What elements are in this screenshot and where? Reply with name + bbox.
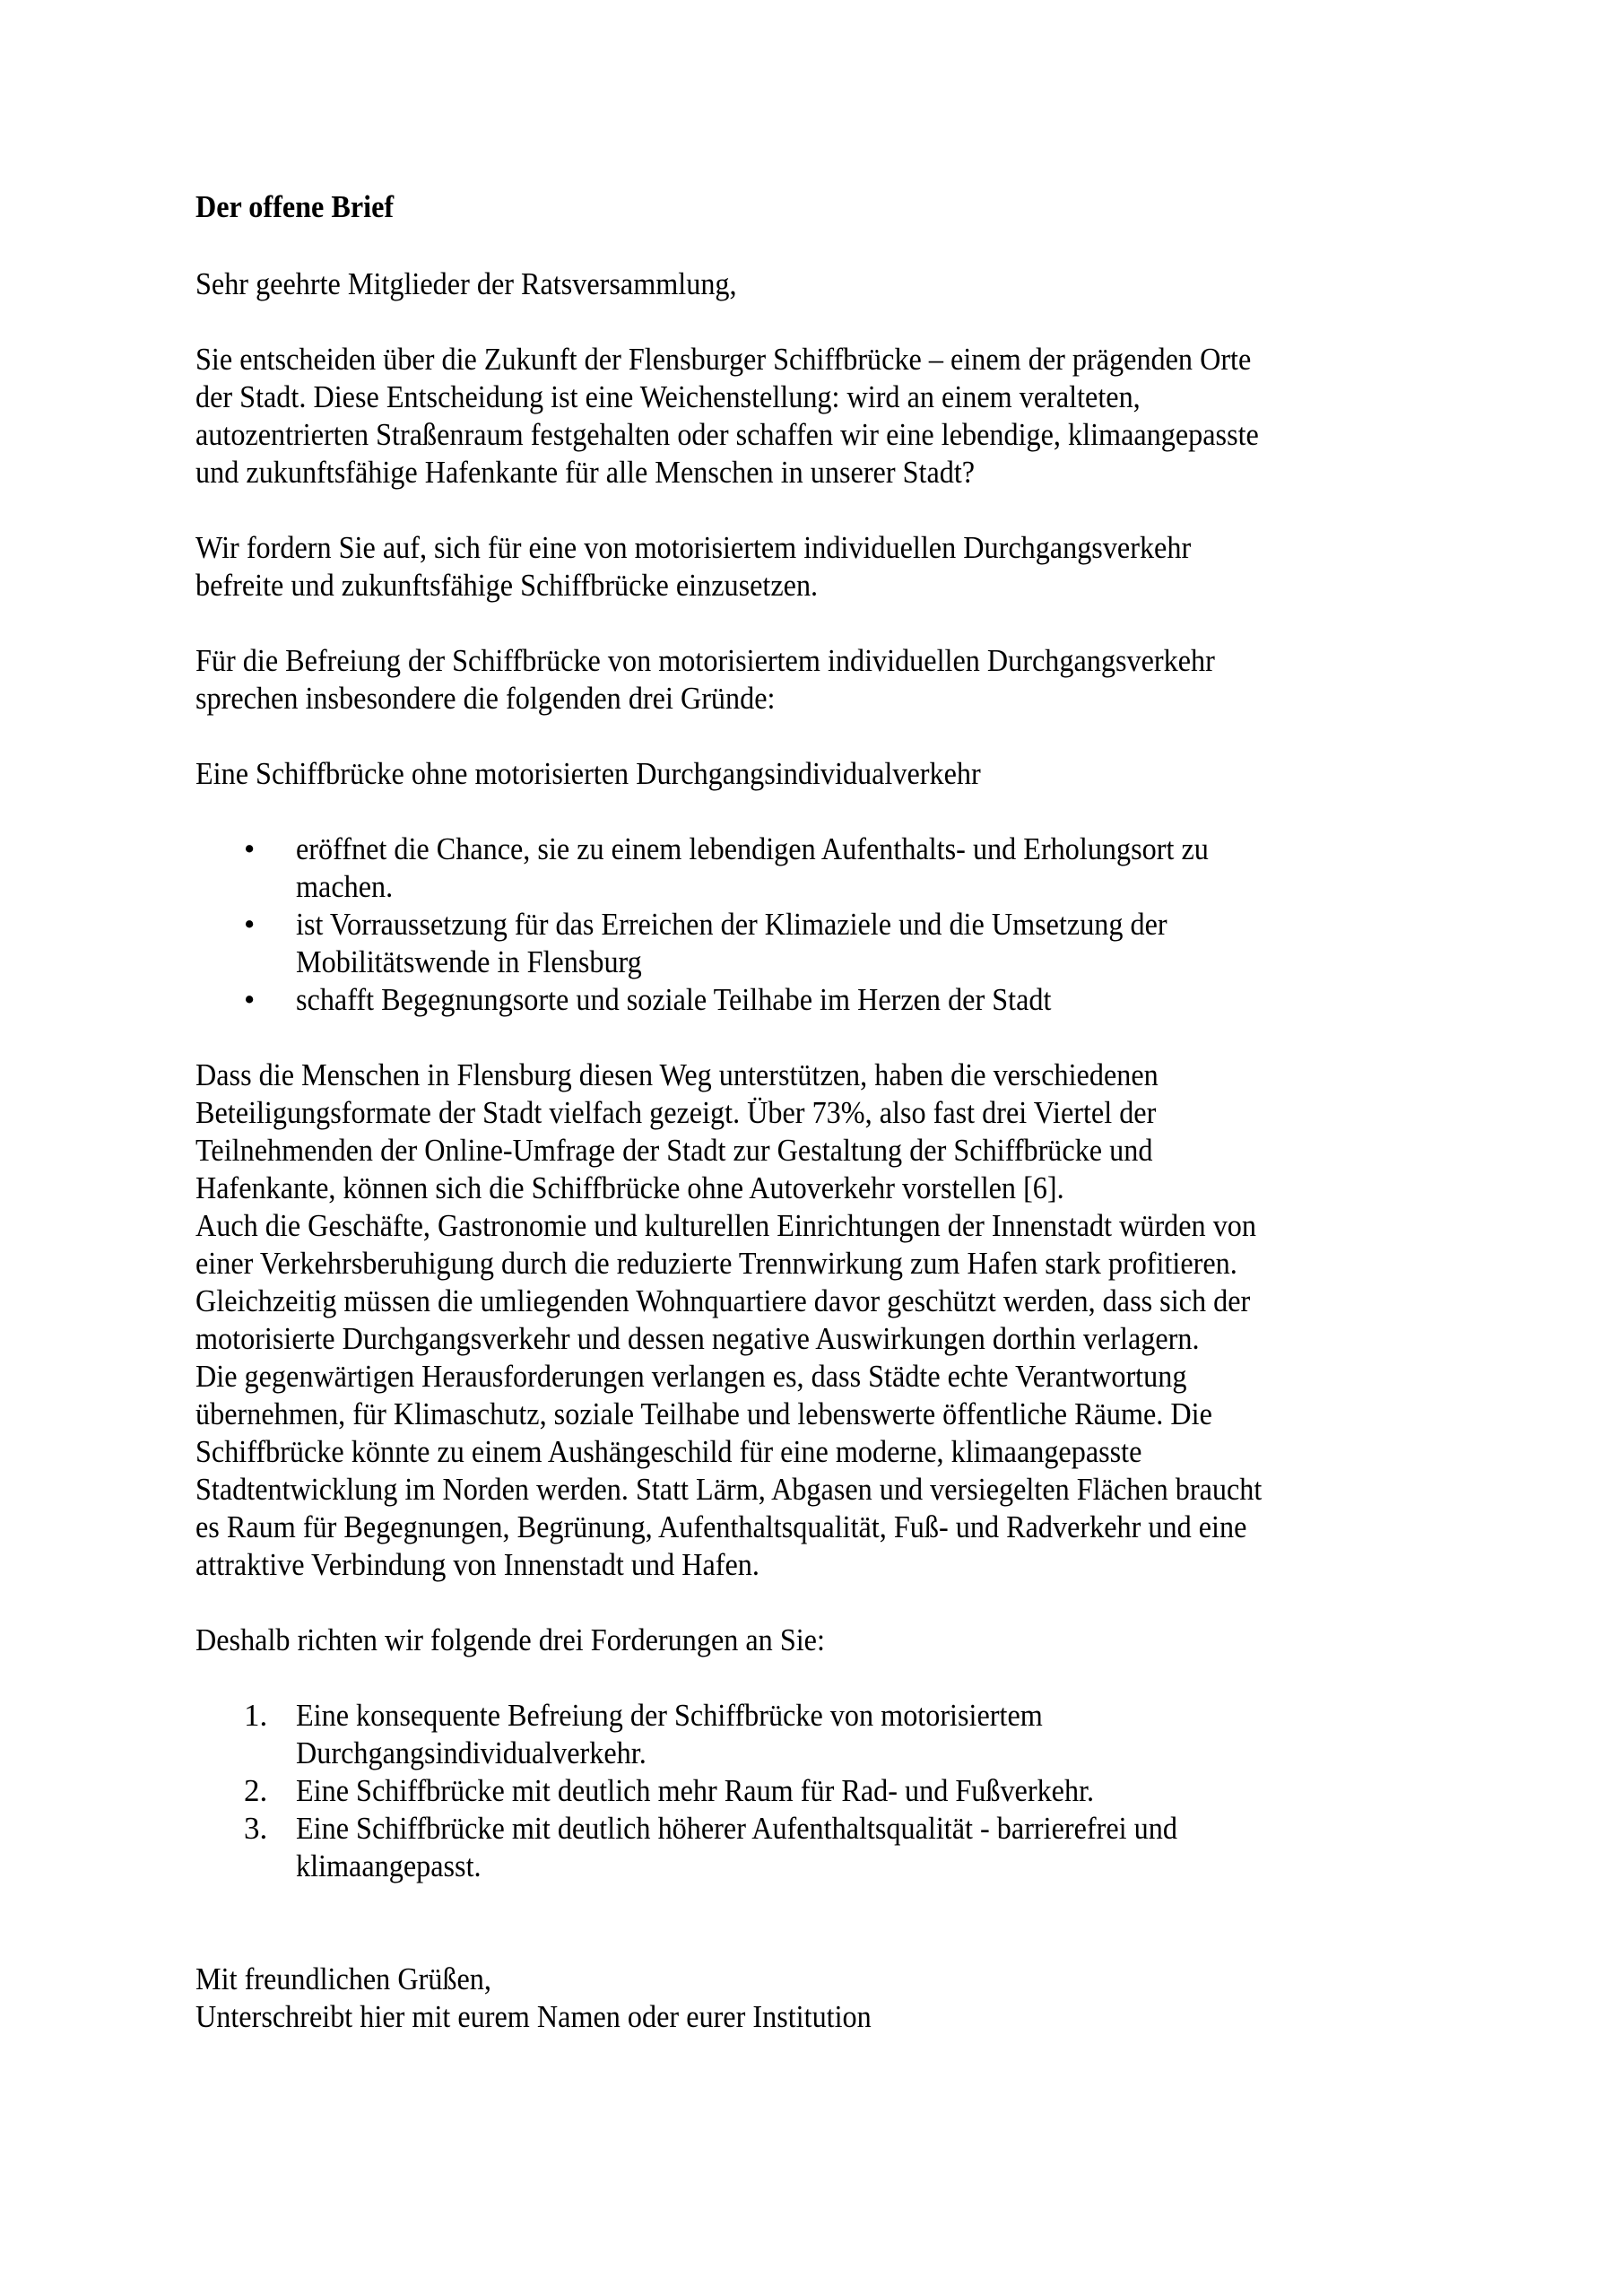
text-line: Stadtentwicklung im Norden werden. Statt Lärm, Abgasen und versiegelten Flächen braucht — [195, 1472, 1263, 1507]
text-line: Eine Schiffbrücke mit deutlich höherer Aufenthaltsqualität - barrierefrei und — [296, 1811, 1177, 1846]
text-line: motorisierte Durchgangsverkehr und dessen negative Auswirkungen dorthin verlagern. — [195, 1321, 1200, 1356]
list-item — [195, 906, 1451, 981]
text-line: eröffnet die Chance, sie zu einem lebendigen Aufenthalts- und Erholungsort zu — [296, 831, 1209, 866]
bullet-icon: • — [244, 982, 256, 1017]
bullet-icon: • — [244, 831, 256, 866]
paragraph-appeal — [195, 529, 1451, 604]
text-line: einer Verkehrsberuhigung durch die reduzierte Trennwirkung zum Hafen stark profitieren. — [195, 1246, 1237, 1281]
text-line: Durchgangsindividualverkehr. — [296, 1735, 647, 1770]
list-item — [195, 981, 1451, 1019]
text-line: Für die Befreiung der Schiffbrücke von motorisiertem individuellen Durchgangsverkehr — [195, 643, 1215, 678]
text-line: Gleichzeitig müssen die umliegenden Wohnquartiere davor geschützt werden, dass sich der — [195, 1283, 1251, 1318]
text-line: Beteiligungsformate der Stadt vielfach gezeigt. Über 73%, also fast drei Viertel der — [195, 1095, 1157, 1130]
letter-page — [195, 188, 1451, 2036]
text-line: es Raum für Begegnungen, Begrünung, Aufenthaltsqualität, Fuß- und Radverkehr und eine — [195, 1509, 1247, 1544]
text-line: sprechen insbesondere die folgenden drei Gründe: — [195, 681, 776, 716]
demands-numbered-list — [195, 1697, 1451, 1885]
text-line: attraktive Verbindung von Innenstadt und Hafen. — [195, 1547, 759, 1582]
bullet-icon: • — [244, 907, 256, 942]
list-item — [195, 1697, 1451, 1772]
list-item — [195, 1810, 1451, 1885]
text-line: Sie entscheiden über die Zukunft der Flensburger Schiffbrücke – einem der prägenden Orte — [195, 342, 1252, 377]
text-line: Schiffbrücke könnte zu einem Aushängeschild für eine moderne, klimaangepasste — [195, 1434, 1142, 1469]
list-number: 3. — [244, 1811, 268, 1846]
text-line: ist Vorraussetzung für das Erreichen der Klimaziele und die Umsetzung der — [296, 907, 1167, 942]
closing: Mit freundlichen Grüßen, — [195, 1961, 491, 1996]
list-number: 1. — [244, 1698, 268, 1733]
text-line: Mobilitätswende in Flensburg — [296, 944, 642, 979]
text-line: Die gegenwärtigen Herausforderungen verlangen es, dass Städte echte Verantwortung — [195, 1359, 1187, 1394]
text-line: autozentrierten Straßenraum festgehalten oder schaffen wir eine lebendige, klimaangepasste — [195, 417, 1259, 452]
text-line: übernehmen, für Klimaschutz, soziale Teilhabe und lebenswerte öffentliche Räume. Die — [195, 1396, 1212, 1431]
text-line: der Stadt. Diese Entscheidung ist eine Weichenstellung: wird an einem veralteten, — [195, 379, 1141, 414]
demands-intro: Deshalb richten wir folgende drei Forderungen an Sie: — [195, 1622, 825, 1657]
paragraph-support — [195, 1057, 1451, 1584]
text-line: machen. — [296, 869, 394, 904]
text-line: Dass die Menschen in Flensburg diesen Weg unterstützen, haben die verschiedenen — [195, 1057, 1159, 1092]
salutation: Sehr geehrte Mitglieder der Ratsversammlung, — [195, 266, 737, 301]
list-item — [195, 831, 1451, 906]
paragraph-intro — [195, 341, 1451, 491]
text-line: Eine Schiffbrücke mit deutlich mehr Raum für Rad- und Fußverkehr. — [296, 1773, 1095, 1808]
list-number: 2. — [244, 1773, 268, 1808]
list-lead: Eine Schiffbrücke ohne motorisierten Durchgangsindividualverkehr — [195, 756, 981, 791]
reasons-bullet-list — [195, 831, 1451, 1019]
text-line: Eine konsequente Befreiung der Schiffbrücke von motorisiertem — [296, 1698, 1043, 1733]
text-line: befreite und zukunftsfähige Schiffbrücke einzusetzen. — [195, 568, 819, 603]
text-line: Teilnehmenden der Online-Umfrage der Stadt zur Gestaltung der Schiffbrücke und — [195, 1133, 1153, 1168]
text-line: und zukunftsfähige Hafenkante für alle Menschen in unserer Stadt? — [195, 455, 976, 490]
text-line: klimaangepasst. — [296, 1848, 482, 1883]
text-line: Auch die Geschäfte, Gastronomie und kulturellen Einrichtungen der Innenstadt würden von — [195, 1208, 1257, 1243]
text-line: schafft Begegnungsorte und soziale Teilhabe im Herzen der Stadt — [296, 982, 1052, 1017]
list-item — [195, 1772, 1451, 1810]
document-title: Der offene Brief — [195, 189, 395, 224]
text-line: Hafenkante, können sich die Schiffbrücke ohne Autoverkehr vorstellen [6]. — [195, 1170, 1064, 1205]
paragraph-reasons-intro — [195, 642, 1451, 718]
text-line: Wir fordern Sie auf, sich für eine von motorisiertem individuellen Durchgangsverkehr — [195, 530, 1192, 565]
signature-prompt: Unterschreibt hier mit eurem Namen oder eurer Institution — [195, 1999, 872, 2034]
